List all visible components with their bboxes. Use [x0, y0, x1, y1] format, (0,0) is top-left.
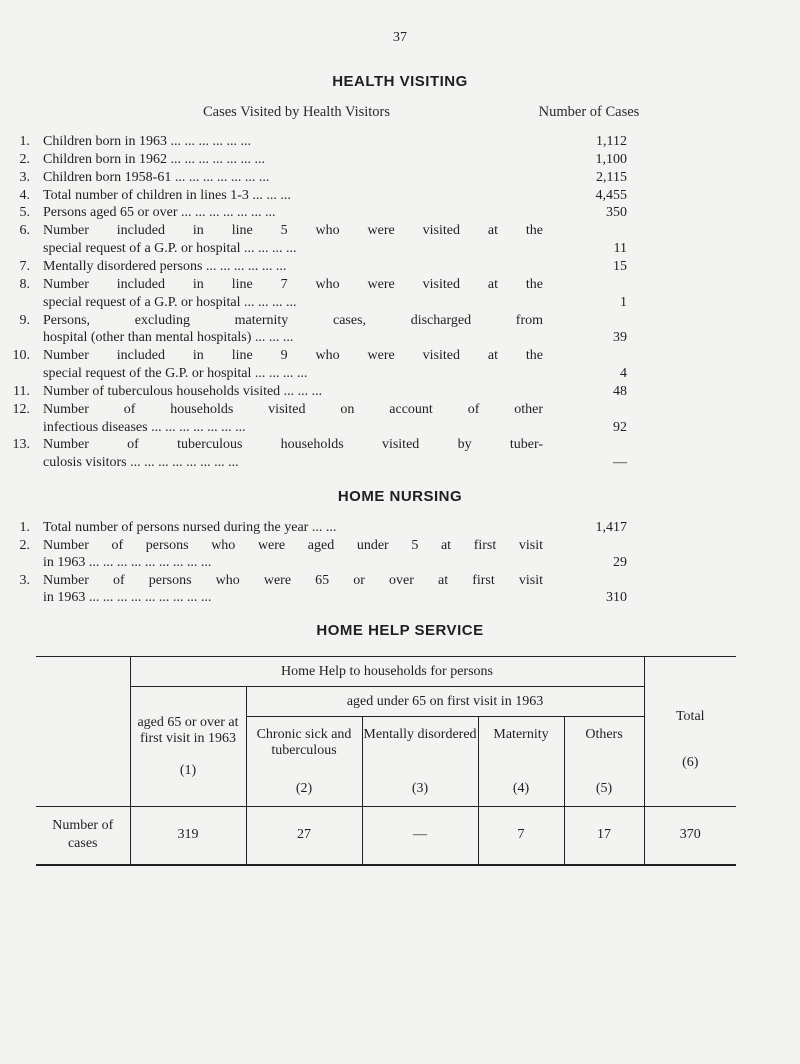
- column-others-code: (5): [595, 780, 613, 796]
- item-text-line: in 1963 ... ... ... ... ... ... ... ... ...: [43, 590, 212, 606]
- item-text-line: Children born in 1963 ... ... ... ... ... ...: [43, 134, 252, 149]
- column-aged-65-label: aged 65 or over at first visit in 1963: [137, 714, 239, 746]
- item-text-line: Number included in line 7 who were visited at the: [43, 276, 543, 292]
- item-value: 92: [613, 419, 627, 435]
- item-text-line: culosis visitors ... ... ... ... ... ... ... ...: [43, 455, 239, 471]
- column-maternity-code: (4): [512, 780, 530, 796]
- item-number: 1.: [19, 520, 30, 535]
- item-value: 39: [613, 330, 627, 346]
- value-chronic: 27: [246, 807, 362, 865]
- item-number: 13.: [12, 437, 30, 453]
- item-number: 9.: [19, 312, 30, 328]
- column-chronic-code: (2): [295, 780, 313, 796]
- cases-visited-column-header: Cases Visited by Health Visitors: [203, 104, 391, 120]
- item-number: 11.: [13, 383, 30, 399]
- column-aged-65-code: (1): [179, 762, 197, 778]
- column-maternity-header: [478, 717, 564, 807]
- item-value: 15: [613, 258, 627, 274]
- item-text-line: Number of households visited on account of other: [43, 401, 543, 417]
- column-aged-65-header: [130, 687, 246, 807]
- item-text-line: Number included in line 5 who were visited at the: [43, 223, 543, 239]
- item-number: 4.: [19, 187, 30, 203]
- row-label-number-of-cases: Number of cases: [36, 807, 130, 865]
- item-number: 10.: [12, 348, 30, 364]
- item-value: 1,417: [595, 520, 627, 535]
- column-total-code: (6): [682, 754, 699, 770]
- item-value: 11: [613, 241, 627, 257]
- item-text-line: Total number of children in lines 1-3 ... ... ...: [43, 187, 291, 203]
- item-text-line: special request of a G.P. or hospital ... ... ... ...: [43, 241, 297, 257]
- value-total: 370: [644, 807, 736, 865]
- item-number: 8.: [19, 276, 30, 292]
- item-number: 3.: [19, 572, 30, 588]
- item-value: 48: [613, 383, 627, 399]
- health-visiting-title: HEALTH VISITING: [332, 73, 468, 90]
- item-value: 310: [606, 590, 627, 606]
- item-text-line: Number of persons who were aged under 5 at first visit: [43, 537, 543, 553]
- number-of-cases-column-header: Number of Cases: [538, 104, 640, 120]
- group-header: Home Help to households for persons: [130, 657, 644, 687]
- item-number: 1.: [19, 134, 30, 149]
- item-value: 4: [620, 366, 627, 382]
- value-aged-65: 319: [130, 807, 246, 865]
- item-text-line: special request of a G.P. or hospital ... ... ... ...: [43, 294, 297, 310]
- value-maternity: 7: [478, 807, 564, 865]
- home-help-table: [36, 656, 736, 866]
- item-number: 3.: [19, 169, 30, 185]
- item-text-line: Children born in 1962 ... ... ... ... ... ... ...: [43, 151, 266, 167]
- subgroup-header: aged under 65 on first visit in 1963: [246, 687, 644, 717]
- item-text-line: Number of tuberculous households visited ... ... ...: [43, 383, 323, 399]
- column-mental-code: (3): [411, 780, 429, 796]
- item-number: 7.: [19, 258, 30, 274]
- item-text-line: Number of tuberculous households visited by tuber-: [43, 437, 543, 453]
- item-text-line: Children born 1958-61 ... ... ... ... ... ... ...: [43, 169, 270, 185]
- item-value: 29: [613, 555, 627, 571]
- item-text-line: Total number of persons nursed during the year ... ...: [43, 520, 337, 535]
- column-total-header: [644, 657, 736, 807]
- item-text-line: hospital (other than mental hospitals) ... ... ...: [43, 330, 294, 346]
- column-total-label: Total: [675, 708, 705, 724]
- value-others: 17: [564, 807, 644, 865]
- item-value: —: [613, 455, 627, 471]
- column-others-header: [564, 717, 644, 807]
- item-text-line: in 1963 ... ... ... ... ... ... ... ... ...: [43, 555, 212, 571]
- item-value: 4,455: [595, 187, 627, 203]
- column-others-label: Others: [585, 726, 623, 742]
- item-value: 1: [620, 294, 627, 310]
- item-number: 12.: [12, 401, 30, 417]
- column-chronic-header: [246, 717, 362, 807]
- value-mental: —: [362, 807, 478, 865]
- item-number: 6.: [19, 223, 30, 239]
- column-mental-label: Mentally disordered: [363, 726, 477, 742]
- item-text-line: Persons, excluding maternity cases, discharged from: [43, 312, 543, 328]
- item-text-line: Number of persons who were 65 or over at first visit: [43, 572, 543, 588]
- item-text-line: special request of the G.P. or hospital ... ... ... ...: [43, 366, 308, 382]
- item-text-line: infectious diseases ... ... ... ... ... ... ...: [43, 419, 246, 435]
- page-number: 37: [393, 30, 407, 45]
- item-number: 5.: [19, 205, 30, 221]
- item-value: 350: [606, 205, 627, 221]
- item-text-line: Mentally disordered persons ... ... ... ... ... ...: [43, 258, 287, 274]
- column-maternity-label: Maternity: [493, 726, 549, 742]
- item-value: 1,112: [596, 134, 627, 149]
- item-number: 2.: [19, 151, 30, 167]
- item-value: 2,115: [596, 169, 627, 185]
- column-mental-header: [362, 717, 478, 807]
- item-value: 1,100: [595, 151, 627, 167]
- column-chronic-label: Chronic sick and tuberculous: [256, 726, 352, 758]
- item-text-line: Persons aged 65 or over ... ... ... ... ... ... ...: [43, 205, 276, 221]
- home-help-title: HOME HELP SERVICE: [316, 622, 484, 639]
- item-text-line: Number included in line 9 who were visited at the: [43, 348, 543, 364]
- home-nursing-title: HOME NURSING: [337, 488, 463, 505]
- item-number: 2.: [19, 537, 30, 553]
